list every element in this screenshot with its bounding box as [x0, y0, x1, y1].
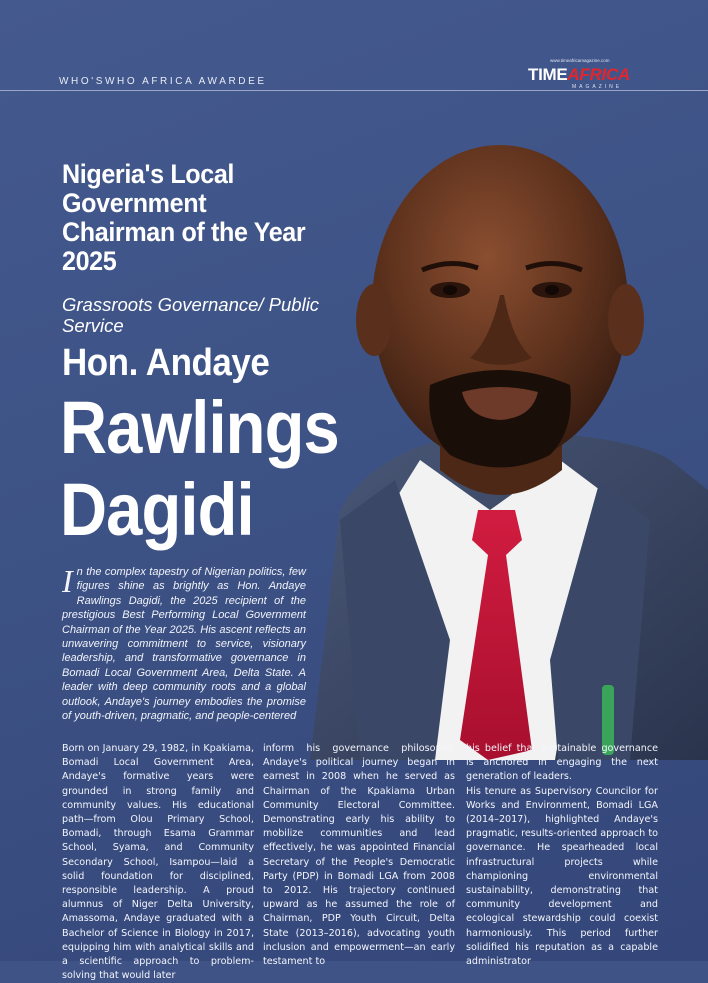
section-label: WHO'SWHO AFRICA AWARDEE — [59, 76, 267, 87]
brand-url: www.timeafricamagazine.com — [550, 58, 610, 63]
portrait-photo — [300, 100, 708, 760]
body-paragraph: his belief that sustainable governance is anchored in engaging the next generation of leaders. — [466, 743, 658, 783]
article-title: Nigeria's Local Government Chairman of the Year 2025 — [62, 159, 306, 276]
honorific-name: Hon. Andaye — [62, 342, 270, 384]
body-paragraph: Born on January 29, 1982, in Kpakiama, Bomadi Local Government Area, Andaye's formative years were grounded in strong family and community values. His educational path—from Olou Primary School, Bomadi, through Esama Grammar School, Syama, and Community Secondary School, Isampou—laid a solid foundation for disciplined, responsible leadership. A proud alumnus of Niger Delta University, Amassoma, Andaye graduated with a Bachelor of Science in Biology in 2017, equipping him with analytical skills and a scientific approach to problem-solving that would later — [62, 743, 254, 982]
body-paragraph: inform his governance philosophy. Andaye's political journey began in earnest in 2008 when he served as Chairman of the Kpakiama Urban Community Electoral Committee. Demonstrating early his ability to mobilize communities and lead effectively, he was appointed Financial Secretary of the People's Democratic Party (PDP) in Bomadi LGA from 2008 to 2012. His trajectory continued upward as he assumed the role of Chairman, PDP Youth Circuit, Delta State (2013–2016), advocating youth inclusion and empowerment—an early testament to — [263, 743, 455, 968]
intro-text: n the complex tapestry of Nigerian politics, few figures shine as brightly as Hon. Andaye Rawlings Dagidi, the 2025 recipient of the prestigious Best Performing Local Government Chairman of the Year 2025. His ascent reflects an unwavering commitment to service, visionary leadership, and transformative governance in Bomadi Local Government Area, Delta State. A leader with deep community roots and a global outlook, Andaye's journey embodies the promise of youth-driven, pragmatic, and people-centered — [62, 566, 306, 723]
name-line-2: Dagidi — [60, 468, 254, 551]
body-column-3 — [466, 742, 658, 969]
name-line-1: Rawlings — [60, 386, 339, 469]
magazine-logo[interactable] — [528, 58, 648, 92]
article-subtitle: Grassroots Governance/ Public Service — [62, 294, 320, 336]
drop-cap: I — [62, 563, 73, 599]
body-column-2 — [263, 742, 455, 969]
brand-wordmark: TIMEAFRICA — [528, 65, 630, 84]
brand-magazine: MAGAZINE — [572, 84, 623, 90]
intro-paragraph — [62, 565, 306, 723]
body-column-1 — [62, 742, 254, 983]
body-paragraph: His tenure as Supervisory Councilor for Works and Environment, Bomadi LGA (2014–2017), highlighted Andaye's pragmatic, results-oriented approach to governance. He spearheaded local infrastructural projects while championing environmental sustainability, demonstrating that community development and ecological stewardship could coexist harmoniously. This period further solidified his reputation as a capable administrator — [466, 785, 658, 968]
